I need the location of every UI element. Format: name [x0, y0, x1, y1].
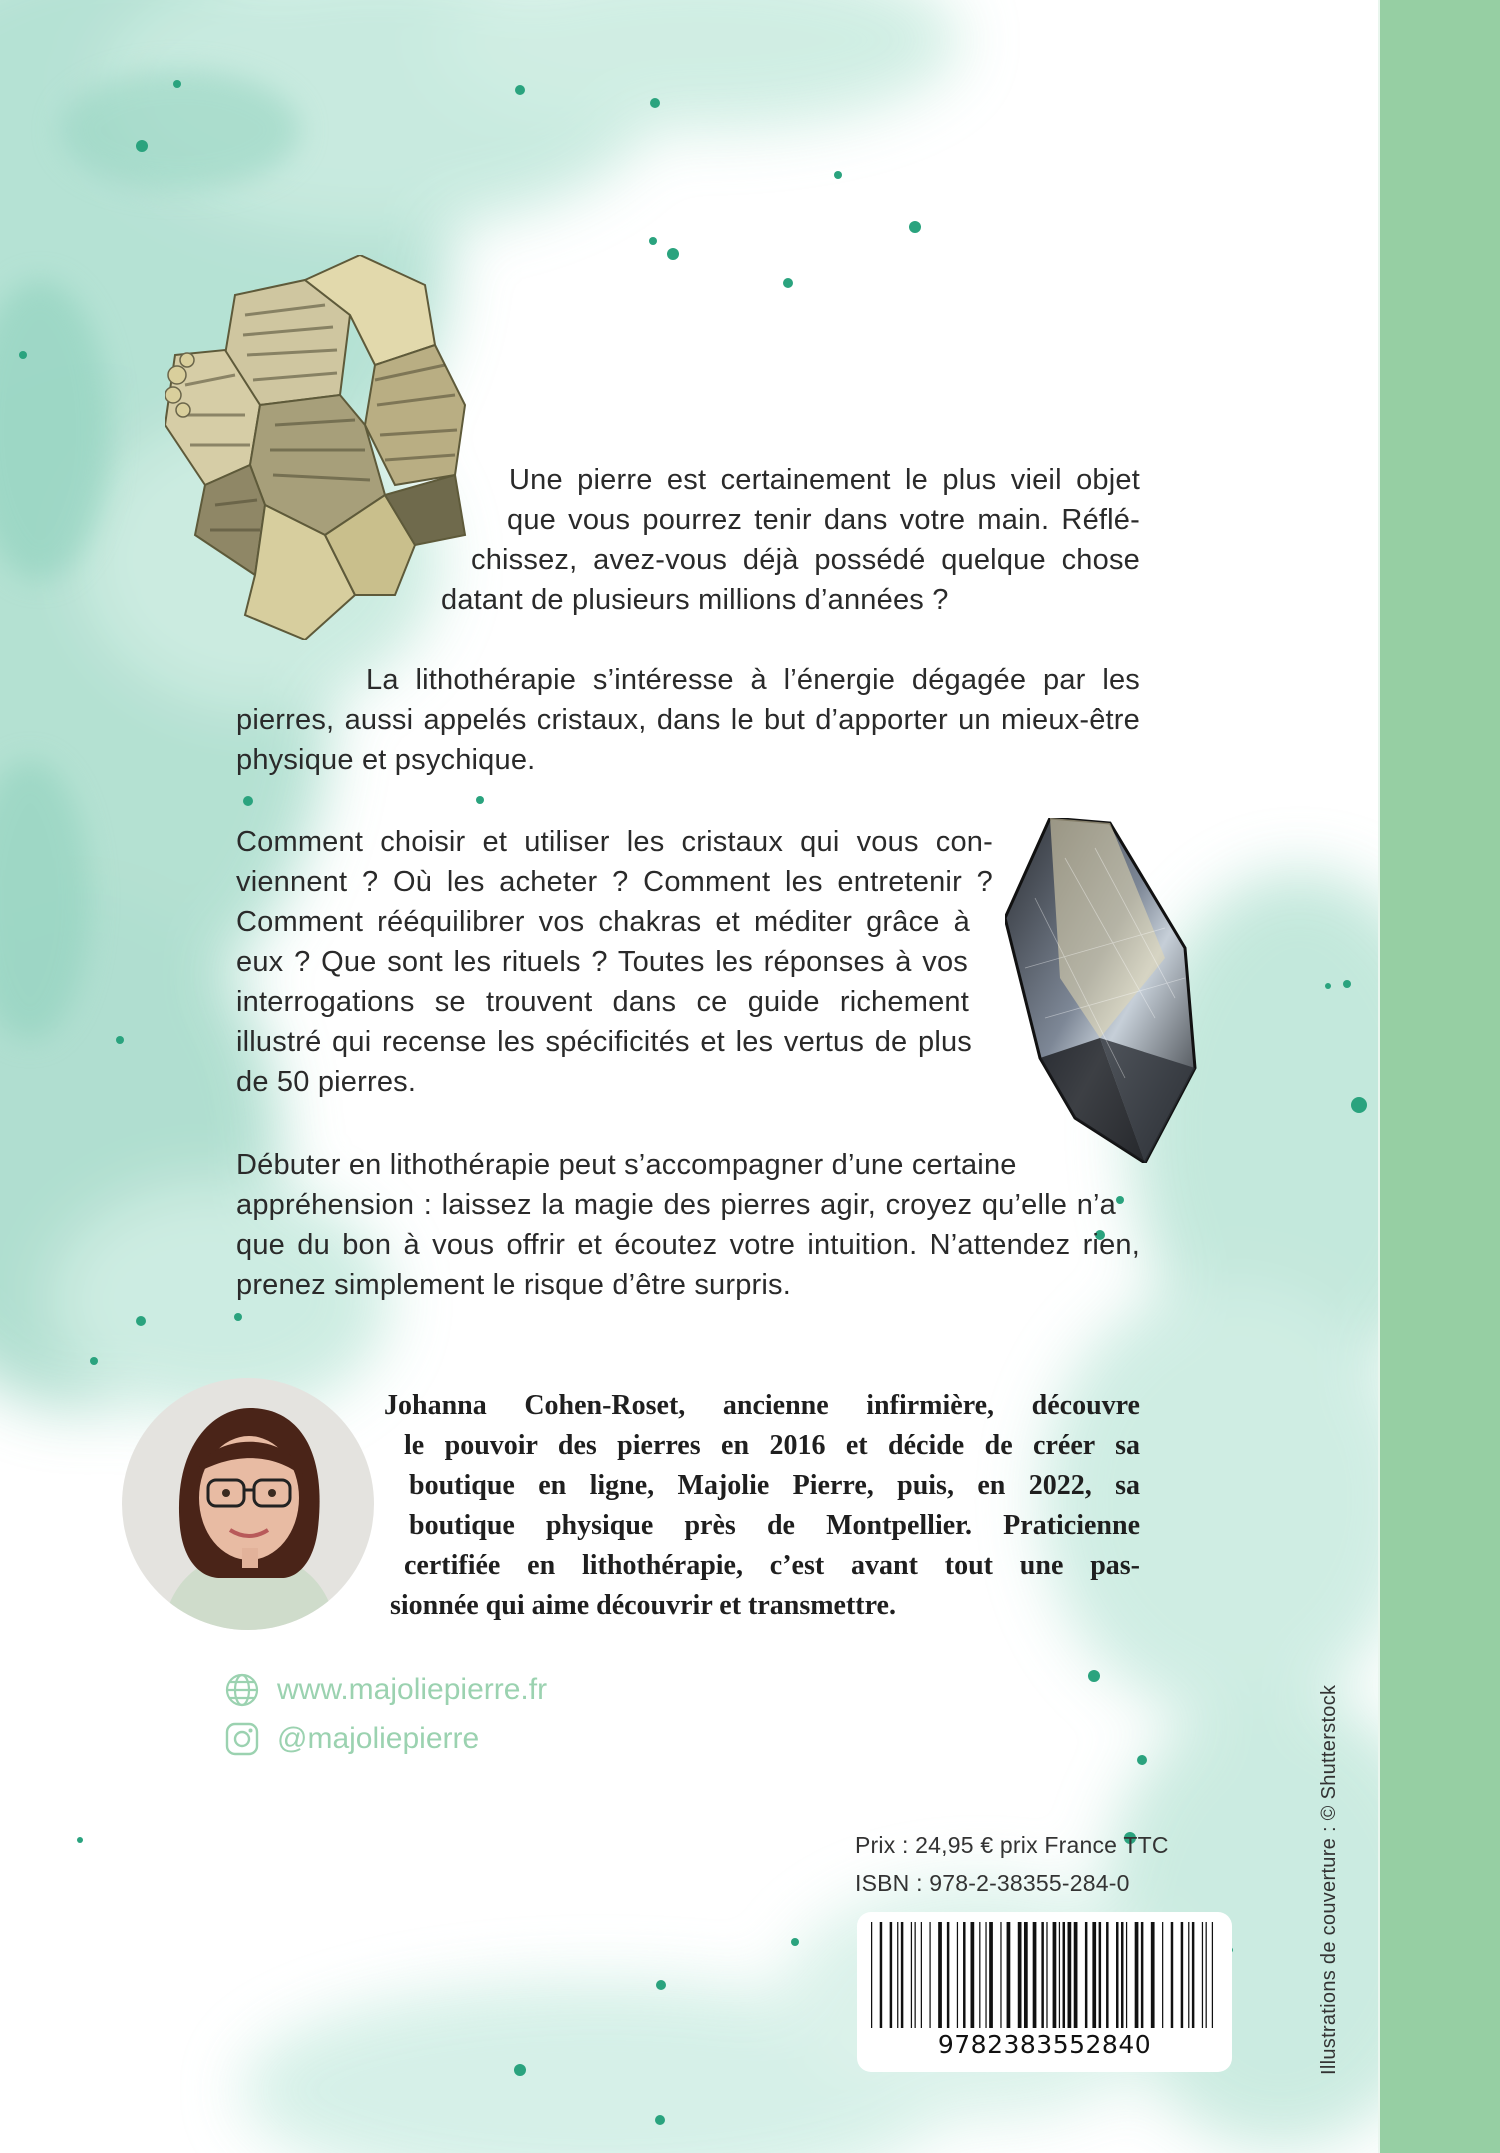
barcode-bar [901, 1922, 903, 2028]
text-line: physique et psychique. [236, 744, 536, 776]
barcode-bar [1192, 1922, 1194, 2028]
barcode-bar [1041, 1922, 1043, 2028]
barcode-bar [957, 1922, 958, 2028]
instagram-link[interactable] [225, 1722, 479, 1756]
author-portrait [122, 1378, 374, 1630]
barcode-bar [1046, 1922, 1047, 2028]
barcode-bar [929, 1922, 930, 2028]
text-line: Une pierre est certainement le plus vieil objet [509, 464, 1140, 496]
barcode-bar [1007, 1922, 1011, 2028]
barcode-bar [1126, 1922, 1127, 2028]
barcode-bar [1135, 1922, 1139, 2028]
text-line: La lithothérapie s’intéresse à l’énergie dégagée par les [366, 664, 1140, 696]
spine-strip [1380, 0, 1500, 2153]
barcode-bar [1206, 1922, 1207, 2028]
pyrite-crystal-illustration [165, 255, 480, 640]
isbn-text: ISBN : 978-2-38355-284-0 [855, 1870, 1130, 1896]
author-bio [380, 1386, 1140, 1626]
barcode-bar [1092, 1922, 1096, 2028]
intro-paragraph [441, 460, 1140, 620]
barcode-bar [915, 1922, 916, 2028]
barcode-bar [971, 1922, 975, 2028]
barcode-bar [1018, 1922, 1022, 2028]
globe-icon [225, 1673, 259, 1707]
barcode-bar [1151, 1922, 1155, 2028]
barcode-bar [897, 1922, 898, 2028]
lithotherapy-paragraph [236, 660, 1140, 780]
barcode-bar [1059, 1922, 1060, 2028]
instagram-handle[interactable]: @majoliepierre [277, 1722, 480, 1755]
text-line: Comment choisir et utiliser les cristaux qui vous con- [236, 826, 993, 858]
text-line: Débuter en lithothérapie peut s’accompagner d’une certaine [236, 1149, 1017, 1181]
price-text: Prix : 24,95 € prix France TTC [855, 1832, 1169, 1858]
bio-line: boutique physique près de Montpellier. Praticienne [409, 1510, 1140, 1541]
bio-line: certifiée en lithothérapie, c’est avant tout une pas- [404, 1550, 1140, 1581]
barcode-bar [989, 1922, 993, 2028]
text-line: interrogations se trouvent dans ce guide richement [236, 986, 969, 1018]
questions-paragraph [236, 822, 993, 1102]
barcode-bar [1024, 1922, 1028, 2028]
barcode-bar [871, 1922, 872, 2028]
bio-line: Johanna Cohen-Roset, ancienne infirmière, découvre [384, 1390, 1140, 1421]
barcode-bar [911, 1922, 912, 2028]
text-line: que vous pourrez tenir dans votre main. Réflé- [507, 504, 1140, 536]
barcode-bar [1106, 1922, 1108, 2028]
barcode-bar [938, 1922, 942, 2028]
barcode-bar [1181, 1922, 1183, 2028]
closing-paragraph [236, 1145, 1140, 1305]
barcode-bar [963, 1922, 965, 2028]
barcode-bar [1033, 1922, 1037, 2028]
text-line: illustré qui recense les spécificités et les vertus de plus [236, 1026, 972, 1058]
instagram-icon [225, 1722, 259, 1756]
barcode-bar [1188, 1922, 1189, 2028]
barcode-bar [1074, 1922, 1078, 2028]
text-line: eux ? Que sont les rituels ? Toutes les réponses à vos [236, 946, 968, 978]
text-line: Comment rééquilibrer vos chakras et méditer grâce à [236, 906, 970, 938]
barcode-bar [890, 1922, 892, 2028]
barcode-bar [1202, 1922, 1203, 2028]
text-line: que du bon à vous offrir et écoutez votre intuition. N’attendez rien, [236, 1229, 1140, 1261]
barcode-bar [947, 1922, 949, 2028]
bio-line: le pouvoir des pierres en 2016 et décide de créer sa [404, 1430, 1140, 1461]
barcode-bar [1171, 1922, 1173, 2028]
illustration-credit: Illustrations de couverture : © Shutterstock [1318, 1684, 1340, 2075]
text-line: de 50 pierres. [236, 1066, 417, 1098]
barcode [871, 1922, 1218, 2028]
bio-line: sionnée qui aime découvrir et transmettre. [390, 1590, 896, 1621]
barcode-bar [1162, 1922, 1163, 2028]
website-link[interactable] [225, 1673, 547, 1707]
barcode-bar [1068, 1922, 1072, 2028]
text-line: pierres, aussi appelés cristaux, dans le but d’apporter un mieux-être [236, 704, 1140, 736]
barcode-bar [1099, 1922, 1101, 2028]
text-line: viennent ? Où les acheter ? Comment les entretenir ? [236, 866, 993, 898]
barcode-bar [979, 1922, 980, 2028]
barcode-bar [1121, 1922, 1123, 2028]
bio-line: boutique en ligne, Majolie Pierre, puis, en 2022, sa [409, 1470, 1140, 1501]
barcode-bar [985, 1922, 986, 2028]
text-line: datant de plusieurs millions d’années ? [441, 584, 949, 616]
barcode-number: 9782383552840 [937, 2030, 1152, 2059]
barcode-bar [1141, 1922, 1143, 2028]
text-line: appréhension : laissez la magie des pierres agir, croyez qu’elle n’a [236, 1189, 1116, 1221]
barcode-bar [1053, 1922, 1057, 2028]
smoky-quartz-illustration [1005, 818, 1200, 1163]
barcode-bar [1063, 1922, 1065, 2028]
text-line: chissez, avez-vous déjà possédé quelque chose [471, 544, 1140, 576]
website-url[interactable]: www.majoliepierre.fr [277, 1673, 548, 1706]
barcode-bar [1116, 1922, 1118, 2028]
barcode-bar [1085, 1922, 1087, 2028]
barcode-bar [1000, 1922, 1001, 2028]
text-line: prenez simplement le risque d’être surpris. [236, 1269, 791, 1301]
barcode-bar [1212, 1922, 1213, 2028]
barcode-bar [921, 1922, 922, 2028]
barcode-bar [880, 1922, 882, 2028]
